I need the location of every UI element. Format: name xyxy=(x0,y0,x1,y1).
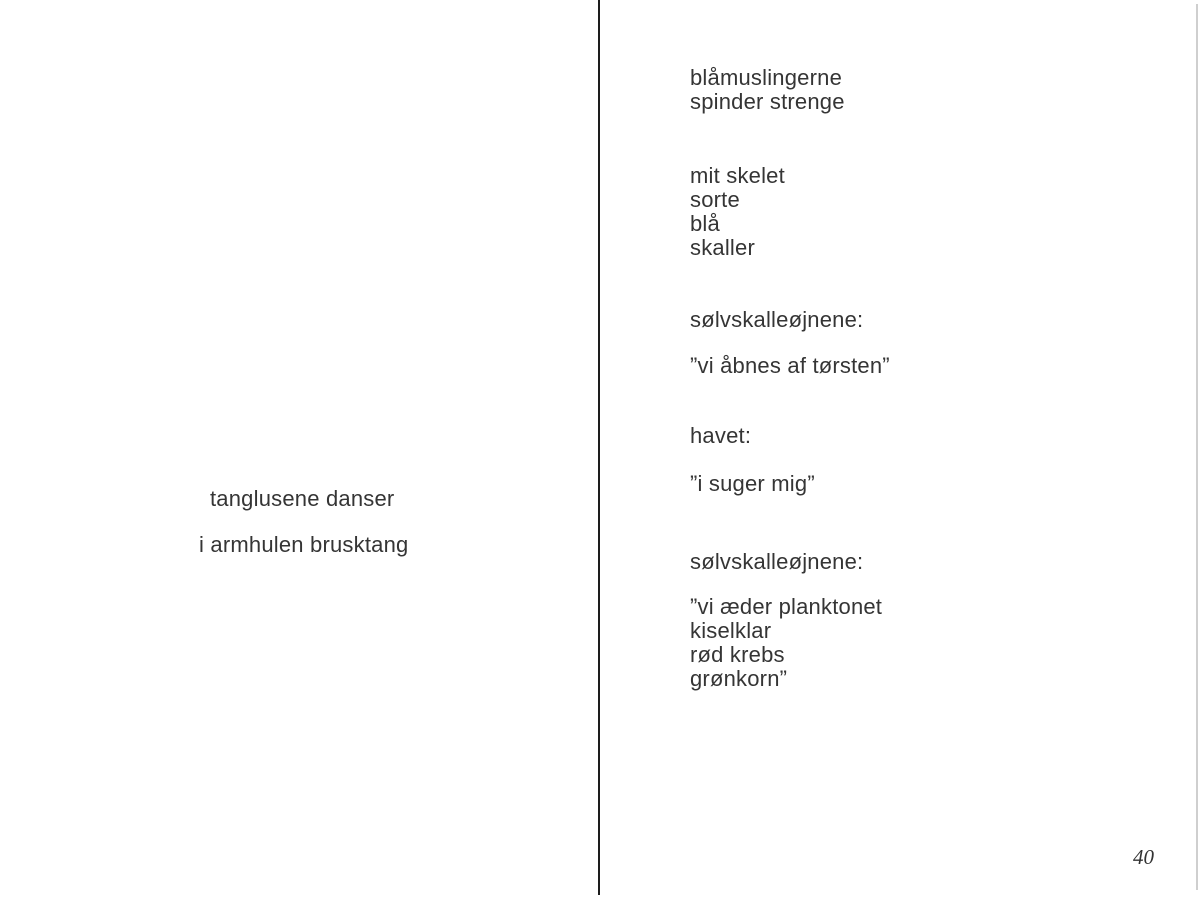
poem-line: mit skelet xyxy=(690,163,785,188)
poem-line: blå xyxy=(690,211,720,236)
stanza xyxy=(690,66,845,114)
poem-line: spinder strenge xyxy=(690,89,845,114)
poem-line: i armhulen brusktang xyxy=(199,532,409,557)
poem-line: sorte xyxy=(690,187,740,212)
page-number: 40 xyxy=(1133,845,1154,869)
poem-line: blåmuslingerne xyxy=(690,65,842,90)
stanza xyxy=(690,308,863,332)
poem-line: havet: xyxy=(690,423,752,448)
poem-line: ”vi æder planktonet xyxy=(690,594,883,619)
page-edge-line xyxy=(1196,4,1198,890)
poem-line: sølvskalleøjnene: xyxy=(690,307,864,332)
page-gutter-line xyxy=(598,0,600,895)
stanza xyxy=(690,164,785,260)
poem-line: kiselklar xyxy=(690,618,772,643)
stanza xyxy=(690,472,815,496)
poem-line: skaller xyxy=(690,235,755,260)
poem-line: tanglusene danser xyxy=(210,486,395,511)
poem-line: grønkorn” xyxy=(690,666,788,691)
poem-line: ”i suger mig” xyxy=(690,471,815,496)
poem-line: rød krebs xyxy=(690,642,785,667)
stanza xyxy=(690,424,751,448)
poem-line: ”vi åbnes af tørsten” xyxy=(690,353,890,378)
poem-line: sølvskalleøjnene: xyxy=(690,549,864,574)
stanza xyxy=(690,550,863,574)
stanza xyxy=(690,354,890,378)
stanza xyxy=(690,595,882,691)
